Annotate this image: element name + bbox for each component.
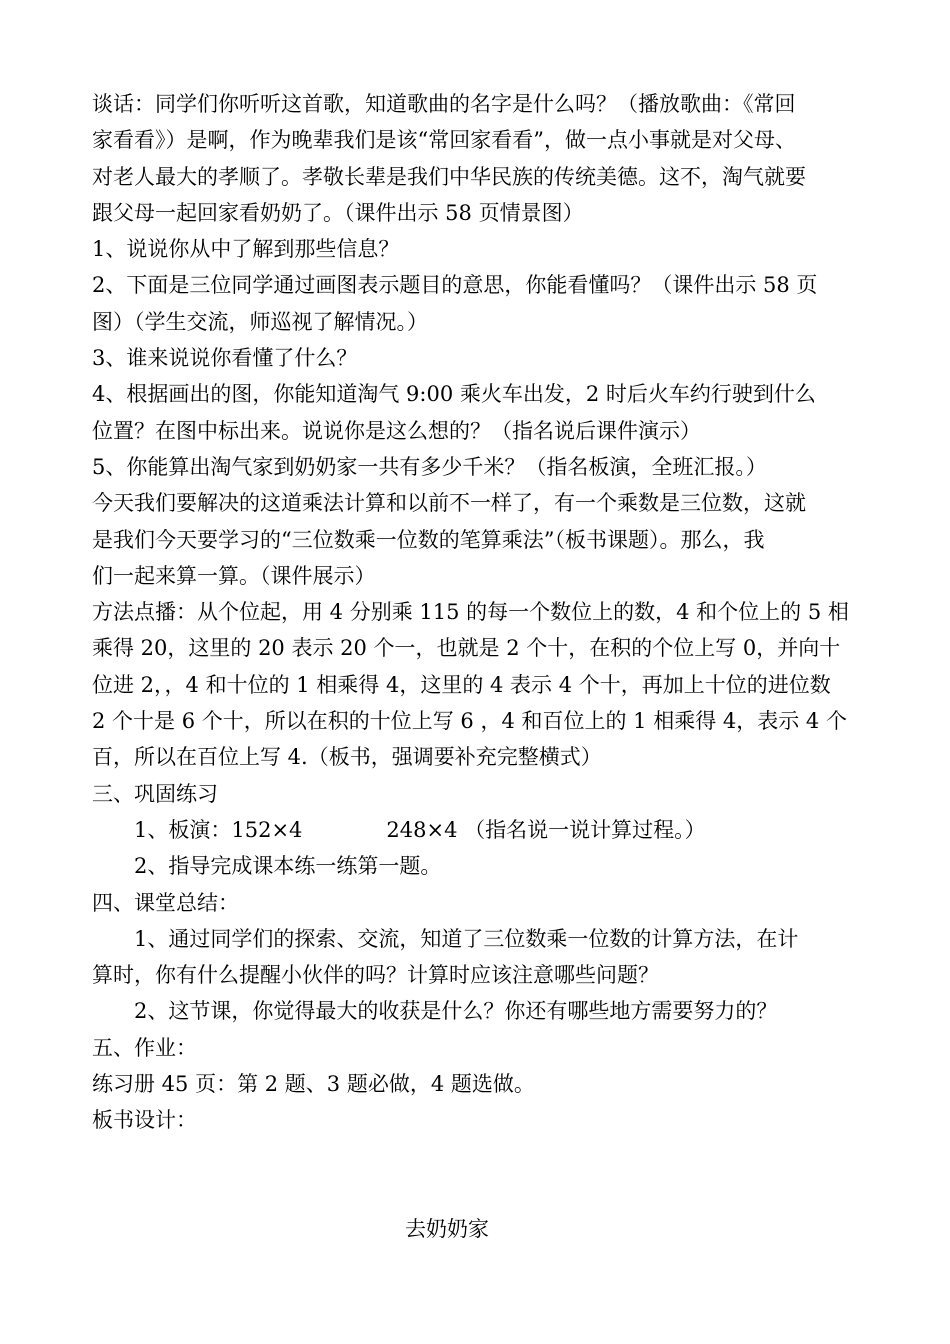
- homework-text: 练习册 45 页：第 2 题、3 题必做，4 题选做。: [92, 1072, 535, 1097]
- text-line: 跟父母一起回家看奶奶了。（课件出示 58 页情景图）: [92, 200, 584, 225]
- spacer: [92, 1139, 862, 1211]
- practice-item-2: 2、指导完成课本练一练第一题。: [134, 854, 442, 879]
- question-4: [92, 376, 862, 449]
- text-line: 今天我们要解决的这道乘法计算和以前不一样了，有一个乘数是三位数，这就: [92, 491, 806, 516]
- text-line: 4、根据画出的图，你能知道淘气 9:00 乘火车出发，2 时后火车约行驶到什么: [92, 382, 816, 407]
- text-line: 们一起来算一算。（课件展示）: [92, 563, 376, 588]
- text-line: 是我们今天要学习的“三位数乘一位数的笔算乘法”（板书课题）。那么，我: [92, 527, 765, 552]
- practice-item-1: 1、板演：152×4 248×4 （指名说一说计算过程。）: [134, 817, 706, 842]
- intro-paragraph: [92, 485, 862, 594]
- talk-paragraph: [92, 86, 862, 231]
- method-paragraph: [92, 594, 862, 775]
- question-2: [92, 267, 862, 340]
- section-3-heading: 三、巩固练习: [92, 781, 218, 806]
- section-4-heading: 四、课堂总结：: [92, 890, 239, 915]
- board-title: 去奶奶家: [405, 1216, 489, 1241]
- lesson-plan-page: [92, 86, 862, 1247]
- text-line: 乘得 20，这里的 20 表示 20 个一，也就是 2 个十，在积的个位上写 0，并向十: [92, 636, 841, 661]
- question-1: 1、说说你从中了解到那些信息？: [92, 237, 400, 262]
- text-line: 1、通过同学们的探索、交流，知道了三位数乘一位数的计算方法，在计: [134, 926, 799, 951]
- question-3: 3、谁来说说你看懂了什么？: [92, 346, 358, 371]
- text-line: 谈话：同学们你听听这首歌，知道歌曲的名字是什么吗？（播放歌曲：《常回: [92, 92, 796, 116]
- section-5-heading: 五、作业：: [92, 1035, 197, 1060]
- text-line: 方法点播：从个位起，用 4 分别乘 115 的每一个数位上的数，4 和个位上的 5 相: [92, 600, 849, 625]
- text-line: 家看看》）是啊，作为晚辈我们是该“常回家看看”，做一点小事就是对父母、: [92, 128, 796, 153]
- text-line: 图）（学生交流，师巡视了解情况。）: [92, 309, 428, 334]
- text-line: 位进 2，，4 和十位的 1 相乘得 4，这里的 4 表示 4 个十，再加上十位的进位数: [92, 672, 831, 697]
- text-line: 2、下面是三位同学通过画图表示题目的意思，你能看懂吗？（课件出示 58 页: [92, 273, 818, 298]
- summary-item-1: [92, 921, 862, 994]
- summary-item-2: 2、这节课，你觉得最大的收获是什么？你还有哪些地方需要努力的？: [134, 999, 778, 1024]
- text-line: 算时，你有什么提醒小伙伴的吗？计算时应该注意哪些问题？: [92, 963, 659, 988]
- board-design-label: 板书设计：: [92, 1108, 197, 1133]
- text-line: 2 个十是 6 个十，所以在积的十位上写 6 ，4 和百位上的 1 相乘得 4，表示 4 个: [92, 709, 847, 734]
- question-5: 5、你能算出淘气家到奶奶家一共有多少千米？（指名板演，全班汇报。）: [92, 454, 767, 479]
- text-line: 位置？在图中标出来。说说你是这么想的？（指名说后课件演示）: [92, 418, 701, 443]
- text-line: 对老人最大的孝顺了。孝敬长辈是我们中华民族的传统美德。这不，淘气就要: [92, 164, 806, 189]
- text-line: 百，所以在百位上写 4.（板书，强调要补充完整横式）: [92, 745, 602, 770]
